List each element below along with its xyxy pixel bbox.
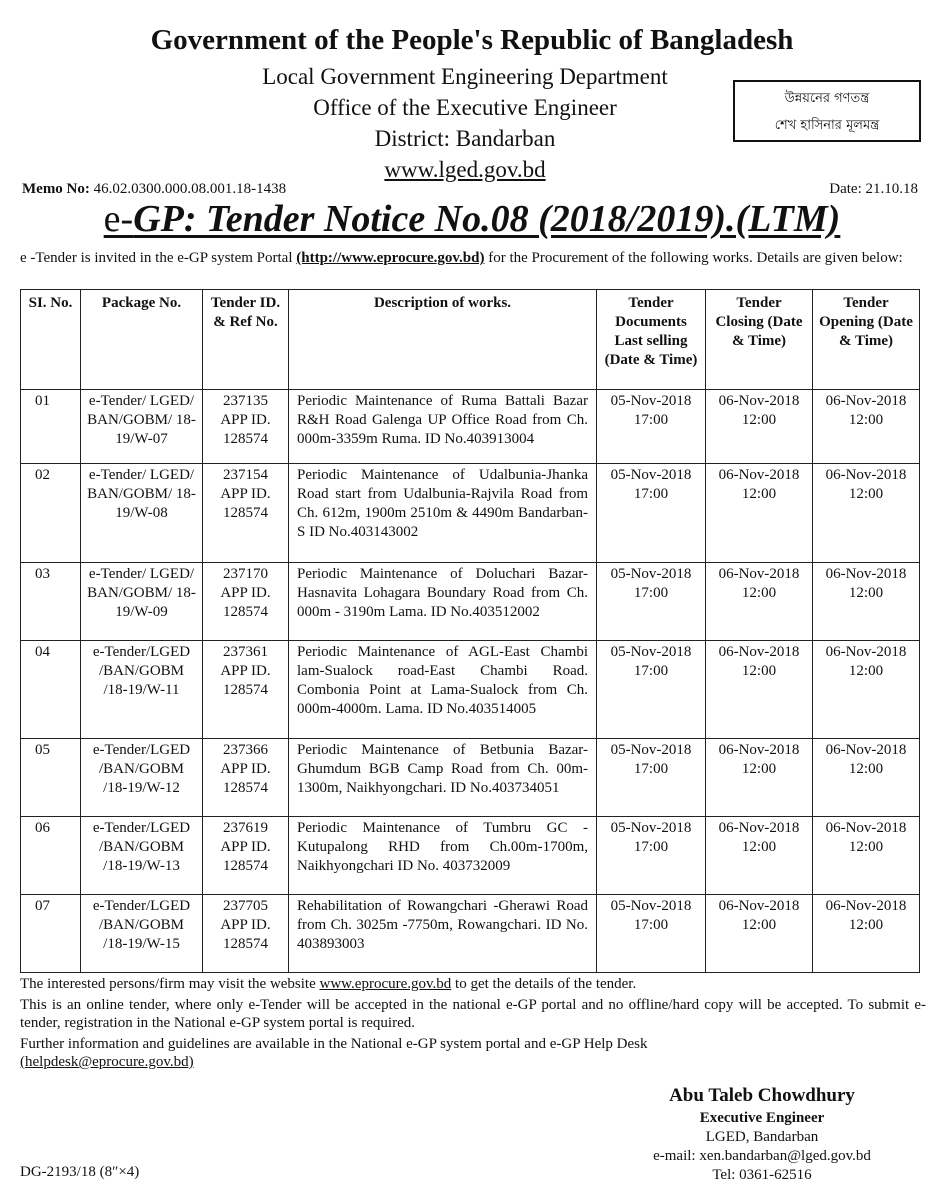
cell-sl: 04 xyxy=(21,641,81,739)
cell-opening: 06-Nov-2018 12:00 xyxy=(813,817,920,895)
cell-opening: 06-Nov-2018 12:00 xyxy=(813,641,920,739)
note-website xyxy=(20,975,926,993)
slogan-line-1: উন্নয়নের গণতন্ত্র xyxy=(784,91,870,106)
note-further-info xyxy=(20,1035,926,1071)
table-row xyxy=(21,390,920,464)
header-last-selling: Tender Documents Last selling (Date & Time) xyxy=(597,290,706,390)
title-text: GP: Tender Notice No.08 (2018/2019).(LTM) xyxy=(133,198,841,240)
cell-tender-id: 237619 APP ID. 128574 xyxy=(203,817,289,895)
header-package: Package No. xyxy=(81,290,203,390)
cell-last-selling: 05-Nov-2018 17:00 xyxy=(597,817,706,895)
header-sl: SI. No. xyxy=(21,290,81,390)
memo-label: Memo No: xyxy=(22,181,90,197)
signatory-phone: Tel: 0361-62516 xyxy=(712,1167,812,1183)
cell-tender-id: 237170 APP ID. 128574 xyxy=(203,563,289,641)
cell-last-selling: 05-Nov-2018 17:00 xyxy=(597,641,706,739)
cell-tender-id: 237705 APP ID. 128574 xyxy=(203,895,289,973)
cell-package: e-Tender/ LGED/ BAN/GOBM/ 18-19/W-08 xyxy=(81,464,203,563)
cell-package: e-Tender/ LGED/ BAN/GOBM/ 18-19/W-09 xyxy=(81,563,203,641)
office-name: Office of the Executive Engineer xyxy=(313,95,617,120)
cell-package: e-Tender/LGED /BAN/GOBM /18-19/W-11 xyxy=(81,641,203,739)
cell-last-selling: 05-Nov-2018 17:00 xyxy=(597,390,706,464)
website-link[interactable]: www.lged.gov.bd xyxy=(384,157,546,182)
cell-tender-id: 237361 APP ID. 128574 xyxy=(203,641,289,739)
note-1-before: The interested persons/firm may visit the website xyxy=(20,976,320,992)
table-row xyxy=(21,464,920,563)
intro-after: for the Procurement of the following works. Details are given below: xyxy=(484,250,903,266)
cell-description: Periodic Maintenance of Betbunia Bazar-Ghumdum BGB Camp Road from Ch. 00m-1300m, Naikhyongchari. ID No.403734051 xyxy=(289,739,597,817)
table-row xyxy=(21,817,920,895)
cell-package: e-Tender/LGED /BAN/GOBM /18-19/W-12 xyxy=(81,739,203,817)
slogan-line-2: শেখ হাসিনার মূলমন্ত্র xyxy=(774,118,880,133)
table-header-row xyxy=(21,290,920,390)
cell-description: Rehabilitation of Rowangchari -Gherawi Road from Ch. 3025m -7750m, Rowangchari. ID No. 403893003 xyxy=(289,895,597,973)
dg-reference: DG-2193/18 (8″×4) xyxy=(20,1164,140,1180)
cell-opening: 06-Nov-2018 12:00 xyxy=(813,390,920,464)
note-1-after: to get the details of the tender. xyxy=(451,976,637,992)
cell-tender-id: 237154 APP ID. 128574 xyxy=(203,464,289,563)
cell-opening: 06-Nov-2018 12:00 xyxy=(813,739,920,817)
cell-package: e-Tender/LGED /BAN/GOBM /18-19/W-13 xyxy=(81,817,203,895)
memo-value: 46.02.0300.000.08.001.18-1438 xyxy=(93,181,287,197)
cell-description: Periodic Maintenance of Doluchari Bazar-Hasnavita Lohagara Boundary Road from Ch. 000m - 3190m Lama. ID No.403512002 xyxy=(289,563,597,641)
cell-closing: 06-Nov-2018 12:00 xyxy=(706,739,813,817)
cell-sl: 05 xyxy=(21,739,81,817)
table-row xyxy=(21,641,920,739)
cell-last-selling: 05-Nov-2018 17:00 xyxy=(597,464,706,563)
cell-closing: 06-Nov-2018 12:00 xyxy=(706,563,813,641)
cell-last-selling: 05-Nov-2018 17:00 xyxy=(597,739,706,817)
cell-closing: 06-Nov-2018 12:00 xyxy=(706,895,813,973)
signature-block xyxy=(602,1084,922,1185)
cell-closing: 06-Nov-2018 12:00 xyxy=(706,817,813,895)
header-opening: Tender Opening (Date & Time) xyxy=(813,290,920,390)
cell-package: e-Tender/LGED /BAN/GOBM /18-19/W-15 xyxy=(81,895,203,973)
signatory-office: LGED, Bandarban xyxy=(705,1129,819,1145)
department-name: Local Government Engineering Department xyxy=(262,64,668,89)
signatory-role: Executive Engineer xyxy=(699,1110,825,1126)
cell-description: Periodic Maintenance of Udalbunia-Jhanka Road start from Udalbunia-Rajvila Road from Ch. 612m, 1900m 2510m & 4490m Bandarban-S ID No.403143002 xyxy=(289,464,597,563)
signatory-email[interactable]: e-mail: xen.bandarban@lged.gov.bd xyxy=(653,1148,871,1164)
cell-closing: 06-Nov-2018 12:00 xyxy=(706,464,813,563)
cell-closing: 06-Nov-2018 12:00 xyxy=(706,390,813,464)
slogan-box xyxy=(733,80,921,142)
notes-section xyxy=(20,975,926,1074)
cell-opening: 06-Nov-2018 12:00 xyxy=(813,563,920,641)
cell-sl: 06 xyxy=(21,817,81,895)
header-tender-id: Tender ID. & Ref No. xyxy=(203,290,289,390)
notice-title xyxy=(0,195,944,243)
memo-date: Date: 21.10.18 xyxy=(829,181,918,197)
table-row xyxy=(21,895,920,973)
helpdesk-email-link[interactable]: (helpdesk@eprocure.gov.bd) xyxy=(20,1054,194,1070)
note-online-tender: This is an online tender, where only e-Tender will be accepted in the national e-GP portal and no offline/hard copy will be accepted. To submit e-tender, registration in the National e-GP system portal is required. xyxy=(20,997,926,1031)
cell-last-selling: 05-Nov-2018 17:00 xyxy=(597,563,706,641)
table-row xyxy=(21,739,920,817)
government-heading: Government of the People's Republic of Bangladesh xyxy=(150,24,794,56)
cell-sl: 03 xyxy=(21,563,81,641)
cell-opening: 06-Nov-2018 12:00 xyxy=(813,895,920,973)
note-3-text: Further information and guidelines are available in the National e-GP system portal and e-GP Help Desk xyxy=(20,1036,648,1052)
cell-opening: 06-Nov-2018 12:00 xyxy=(813,464,920,563)
cell-sl: 02 xyxy=(21,464,81,563)
eprocure-link[interactable]: (http://www.eprocure.gov.bd) xyxy=(296,250,485,266)
signatory-name: Abu Taleb Chowdhury xyxy=(669,1085,855,1106)
tender-table xyxy=(20,289,920,973)
district-name: District: Bandarban xyxy=(374,126,556,151)
intro-paragraph xyxy=(20,249,930,267)
cell-sl: 01 xyxy=(21,390,81,464)
cell-package: e-Tender/ LGED/ BAN/GOBM/ 18-19/W-07 xyxy=(81,390,203,464)
cell-closing: 06-Nov-2018 12:00 xyxy=(706,641,813,739)
cell-description: Periodic Maintenance of Ruma Battali Bazar R&H Road Galenga UP Office Road from Ch. 000m-3359m Ruma. ID No.403913004 xyxy=(289,390,597,464)
cell-description: Periodic Maintenance of Tumbru GC - Kutupalong RHD from Ch.00m-1700m, Naikhyongchari ID No. 403732009 xyxy=(289,817,597,895)
cell-tender-id: 237135 APP ID. 128574 xyxy=(203,390,289,464)
title-prefix: e- xyxy=(103,198,134,240)
eprocure-website-link[interactable]: www.eprocure.gov.bd xyxy=(319,976,452,992)
cell-last-selling: 05-Nov-2018 17:00 xyxy=(597,895,706,973)
header-description: Description of works. xyxy=(289,290,597,390)
table-row xyxy=(21,563,920,641)
cell-sl: 07 xyxy=(21,895,81,973)
intro-before: e -Tender is invited in the e-GP system Portal xyxy=(20,250,297,266)
cell-description: Periodic Maintenance of AGL-East Chambi lam-Sualock road-East Chambi Road. Combonia Point at Lama-Sualock from Ch. 000m-4000m. Lama. ID No.403514005 xyxy=(289,641,597,739)
cell-tender-id: 237366 APP ID. 128574 xyxy=(203,739,289,817)
header-closing: Tender Closing (Date & Time) xyxy=(706,290,813,390)
